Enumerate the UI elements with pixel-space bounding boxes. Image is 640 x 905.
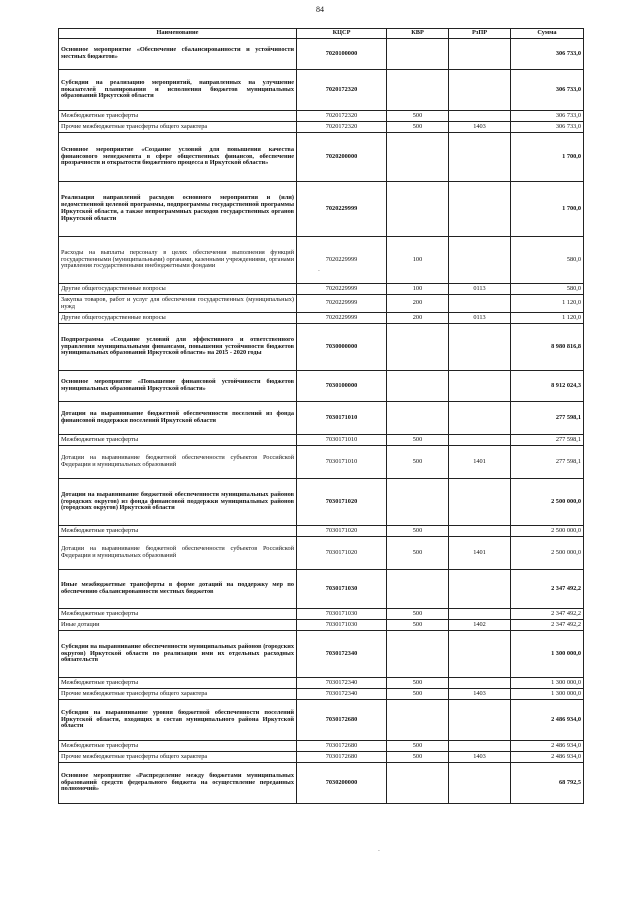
row-kcsr: 7020229999	[297, 284, 387, 295]
row-kvr: 500	[387, 689, 449, 700]
row-name: Межбюджетные трансферты	[59, 678, 297, 689]
row-sum: 580,0	[511, 284, 584, 295]
row-sum: 2 500 000,0	[511, 537, 584, 570]
row-rzpr	[449, 371, 511, 402]
row-kvr	[387, 402, 449, 435]
row-sum: 1 300 000,0	[511, 689, 584, 700]
row-kcsr: 7030100000	[297, 371, 387, 402]
row-name: Другие общегосударственные вопросы	[59, 284, 297, 295]
row-sum: 277 598,1	[511, 446, 584, 479]
row-sum: 2 500 000,0	[511, 479, 584, 526]
table-row	[59, 537, 584, 570]
row-name: Иные межбюджетные трансферты в форме дотаций на поддержку мер по обеспечению сбалансированности местных бюджетов	[59, 570, 297, 609]
table-row	[59, 313, 584, 324]
header-rzpr: РзПР	[449, 29, 511, 39]
row-rzpr: 1403	[449, 689, 511, 700]
row-name: Дотации на выравнивание бюджетной обеспеченности муниципальных районов (городских округов) из фонда финансовой поддержки муниципальных районов (городских округов) Иркутской области	[59, 479, 297, 526]
row-kvr	[387, 570, 449, 609]
row-rzpr	[449, 479, 511, 526]
row-kvr: 100	[387, 237, 449, 284]
row-kcsr: 7030171010	[297, 446, 387, 479]
header-kcsr: КЦСР	[297, 29, 387, 39]
table-row	[59, 526, 584, 537]
table-row	[59, 237, 584, 284]
row-name: Прочие межбюджетные трансферты общего характера	[59, 752, 297, 763]
table-row	[59, 435, 584, 446]
row-rzpr	[449, 526, 511, 537]
row-kvr: 500	[387, 537, 449, 570]
row-sum: 277 598,1	[511, 435, 584, 446]
row-kcsr: 7030172680	[297, 752, 387, 763]
row-kcsr: 7030171030	[297, 620, 387, 631]
table-row	[59, 295, 584, 313]
row-kcsr: 7020229999	[297, 182, 387, 237]
table-row	[59, 752, 584, 763]
row-rzpr	[449, 133, 511, 182]
row-rzpr	[449, 111, 511, 122]
row-sum: 1 700,0	[511, 182, 584, 237]
row-kvr	[387, 133, 449, 182]
row-name: Подпрограмма «Создание условий для эффективного и ответственного управления муниципальными финансами, повышения устойчивости бюджетов муниципальных образований Иркутской области» на 2015 - 2020 годы	[59, 324, 297, 371]
row-sum: 68 792,5	[511, 763, 584, 804]
row-name: Другие общегосударственные вопросы	[59, 313, 297, 324]
row-kvr	[387, 763, 449, 804]
row-sum: 1 120,0	[511, 295, 584, 313]
row-rzpr	[449, 70, 511, 111]
row-name: Межбюджетные трансферты	[59, 111, 297, 122]
row-kvr: 500	[387, 446, 449, 479]
row-rzpr	[449, 324, 511, 371]
row-name: Дотации на выравнивание бюджетной обеспеченности поселений из фонда финансовой поддержки поселений Иркутской области	[59, 402, 297, 435]
row-kvr	[387, 324, 449, 371]
row-rzpr	[449, 295, 511, 313]
row-sum: 2 486 934,0	[511, 752, 584, 763]
row-kcsr: 7020100000	[297, 39, 387, 70]
row-rzpr	[449, 570, 511, 609]
row-kcsr: 7030171030	[297, 609, 387, 620]
row-name: Основное мероприятие «Создание условий для повышения качества финансового менеджмента в сфере общественных финансов, обеспечение прозрачности и открытости бюджетного процесса в Иркутской области»	[59, 133, 297, 182]
row-name: Основное мероприятие «Распределение между бюджетами муниципальных образований средств федерального бюджета на осуществление переданных полномочий»	[59, 763, 297, 804]
row-kvr	[387, 479, 449, 526]
row-kvr: 500	[387, 111, 449, 122]
table-row	[59, 631, 584, 678]
row-sum: 1 300 000,0	[511, 631, 584, 678]
row-kcsr: 7030171020	[297, 537, 387, 570]
table-row	[59, 133, 584, 182]
row-kcsr: 7030171010	[297, 435, 387, 446]
row-rzpr	[449, 435, 511, 446]
row-sum: 2 347 492,2	[511, 620, 584, 631]
row-sum: 2 500 000,0	[511, 526, 584, 537]
row-kvr: 500	[387, 122, 449, 133]
row-name: Субсидии на выравнивание уровня бюджетной обеспеченности поселений Иркутской области, входящих в состав муниципального района Иркутской области	[59, 700, 297, 741]
table-row	[59, 182, 584, 237]
header-kvr: КВР	[387, 29, 449, 39]
row-kvr: 500	[387, 620, 449, 631]
table-row	[59, 479, 584, 526]
row-kvr	[387, 371, 449, 402]
row-name: Прочие межбюджетные трансферты общего характера	[59, 689, 297, 700]
row-rzpr: 1402	[449, 620, 511, 631]
row-kcsr: 7030171010	[297, 402, 387, 435]
row-sum: 1 120,0	[511, 313, 584, 324]
row-name: Межбюджетные трансферты	[59, 741, 297, 752]
row-name: Дотации на выравнивание бюджетной обеспеченности субъектов Российской Федерации и муниципальных образований	[59, 537, 297, 570]
row-kvr: 500	[387, 526, 449, 537]
row-rzpr: 0113	[449, 284, 511, 295]
table-row	[59, 324, 584, 371]
row-sum: 1 700,0	[511, 133, 584, 182]
table-row	[59, 763, 584, 804]
page-number: 84	[316, 5, 324, 14]
row-rzpr: 1403	[449, 122, 511, 133]
row-rzpr: 0113	[449, 313, 511, 324]
row-kcsr: 7020200000	[297, 133, 387, 182]
table-row	[59, 371, 584, 402]
row-sum: 2 486 934,0	[511, 700, 584, 741]
row-name: Субсидии на реализацию мероприятий, направленных на улучшение показателей планирования и исполнения бюджетов муниципальных образований Иркутской области	[59, 70, 297, 111]
row-rzpr	[449, 609, 511, 620]
row-kvr: 100	[387, 284, 449, 295]
row-kvr: 200	[387, 295, 449, 313]
table-body	[59, 39, 584, 804]
row-sum: 306 733,0	[511, 122, 584, 133]
scan-speck: ·	[318, 268, 320, 275]
row-kcsr: 7030172340	[297, 678, 387, 689]
row-rzpr: 1401	[449, 537, 511, 570]
row-kvr: 200	[387, 313, 449, 324]
row-kcsr: 7030200000	[297, 763, 387, 804]
row-kcsr: 7030172340	[297, 689, 387, 700]
row-name: Иные дотации	[59, 620, 297, 631]
row-kvr: 500	[387, 435, 449, 446]
header-name: Наименование	[59, 29, 297, 39]
row-sum: 8 980 816,8	[511, 324, 584, 371]
row-sum: 277 598,1	[511, 402, 584, 435]
table-row	[59, 570, 584, 609]
row-sum: 2 486 934,0	[511, 741, 584, 752]
scan-speck: ·	[378, 848, 380, 855]
table-row	[59, 609, 584, 620]
row-sum: 306 733,0	[511, 70, 584, 111]
row-kcsr: 7020229999	[297, 295, 387, 313]
table-row	[59, 70, 584, 111]
header-sum: Сумма	[511, 29, 584, 39]
table-row	[59, 700, 584, 741]
row-kcsr: 7030171020	[297, 526, 387, 537]
row-kvr: 500	[387, 678, 449, 689]
row-sum: 580,0	[511, 237, 584, 284]
row-kcsr: 7020172320	[297, 122, 387, 133]
table-row	[59, 402, 584, 435]
table-row	[59, 741, 584, 752]
row-kcsr: 7030171030	[297, 570, 387, 609]
table-row	[59, 678, 584, 689]
row-name: Межбюджетные трансферты	[59, 435, 297, 446]
table-header-row	[59, 29, 584, 39]
row-sum: 8 912 024,3	[511, 371, 584, 402]
row-name: Субсидии на выравнивание обеспеченности муниципальных районов (городских округов) Иркутской области по реализации ими их отдельных расходных обязательств	[59, 631, 297, 678]
table-row	[59, 111, 584, 122]
row-kvr: 500	[387, 752, 449, 763]
row-kcsr: 7020172320	[297, 111, 387, 122]
row-name: Основное мероприятие «Повышение финансовой устойчивости бюджетов муниципальных образований Иркутской области»	[59, 371, 297, 402]
row-kcsr: 7020229999	[297, 237, 387, 284]
row-sum: 2 347 492,2	[511, 609, 584, 620]
row-kcsr: 7030172680	[297, 700, 387, 741]
row-rzpr	[449, 678, 511, 689]
row-name: Расходы на выплаты персоналу в целях обеспечения выполнения функций государственными (муниципальными) органами, казенными учреждениями, органами управления государственными внебюджетными фондами	[59, 237, 297, 284]
row-rzpr: 1401	[449, 446, 511, 479]
row-rzpr	[449, 402, 511, 435]
row-rzpr	[449, 741, 511, 752]
row-name: Межбюджетные трансферты	[59, 526, 297, 537]
row-kvr	[387, 182, 449, 237]
row-kcsr: 7030172340	[297, 631, 387, 678]
row-kcsr: 7030171020	[297, 479, 387, 526]
row-kcsr: 7020172320	[297, 70, 387, 111]
row-kcsr: 7030000000	[297, 324, 387, 371]
row-sum: 306 733,0	[511, 39, 584, 70]
row-name: Закупка товаров, работ и услуг для обеспечения государственных (муниципальных) нужд	[59, 295, 297, 313]
row-rzpr	[449, 763, 511, 804]
row-kvr	[387, 70, 449, 111]
row-name: Реализация направлений расходов основного мероприятия и (или) ведомственной целевой программы, подпрограммы государственной программы Иркутской области, а также непрограммных расходов государственных органов Иркутской области	[59, 182, 297, 237]
row-kvr	[387, 39, 449, 70]
row-name: Основное мероприятие «Обеспечение сбалансированности и устойчивости местных бюджетов»	[59, 39, 297, 70]
row-sum: 306 733,0	[511, 111, 584, 122]
row-kvr: 500	[387, 609, 449, 620]
table-row	[59, 284, 584, 295]
row-kvr	[387, 631, 449, 678]
table-row	[59, 620, 584, 631]
table-row	[59, 122, 584, 133]
row-rzpr	[449, 631, 511, 678]
table-row	[59, 39, 584, 70]
table-row	[59, 446, 584, 479]
row-kcsr: 7020229999	[297, 313, 387, 324]
row-name: Дотации на выравнивание бюджетной обеспеченности субъектов Российской Федерации и муниципальных образований	[59, 446, 297, 479]
row-name: Прочие межбюджетные трансферты общего характера	[59, 122, 297, 133]
row-sum: 1 300 000,0	[511, 678, 584, 689]
row-rzpr	[449, 700, 511, 741]
row-rzpr	[449, 39, 511, 70]
row-rzpr: 1403	[449, 752, 511, 763]
budget-table	[58, 28, 584, 804]
row-rzpr	[449, 237, 511, 284]
table-row	[59, 689, 584, 700]
row-rzpr	[449, 182, 511, 237]
row-name: Межбюджетные трансферты	[59, 609, 297, 620]
row-kvr	[387, 700, 449, 741]
row-kvr: 500	[387, 741, 449, 752]
row-sum: 2 347 492,2	[511, 570, 584, 609]
row-kcsr: 7030172680	[297, 741, 387, 752]
